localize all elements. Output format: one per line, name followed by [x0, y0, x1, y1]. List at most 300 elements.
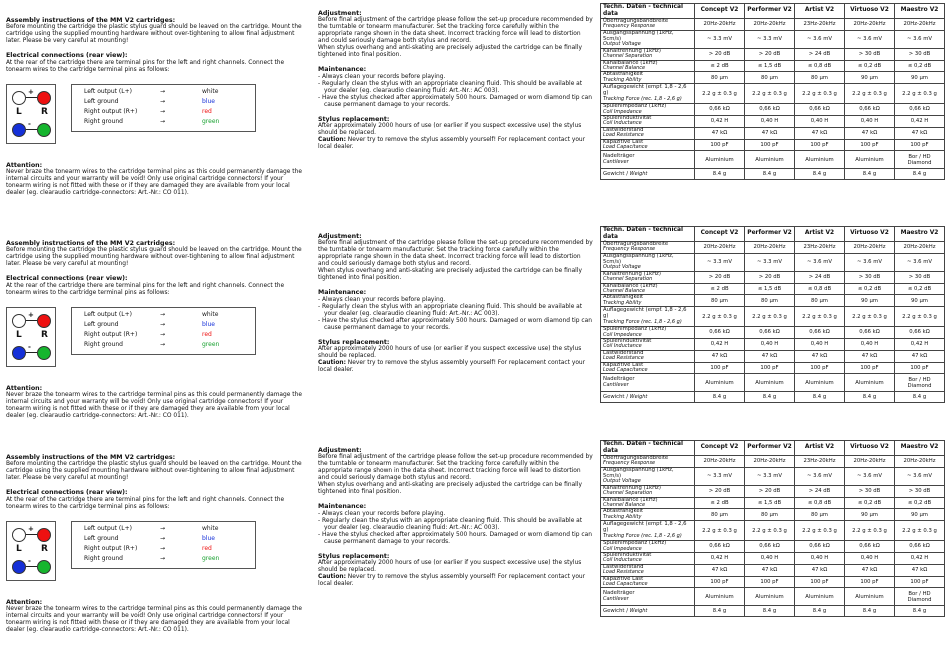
connector-line [26, 129, 37, 130]
table-cell: 2.2 g ± 0.3 g [745, 84, 795, 104]
table-cell: 90 µm [845, 509, 895, 521]
table-cell: 20Hz-20kHz [695, 18, 745, 30]
table-row [601, 30, 945, 48]
maintenance-list [318, 74, 593, 109]
electrical-text: At the rear of the cartridge there are terminal pins for the left and right channels. Connect the tonearm wires to the cartridge terminal pins as follows: [6, 59, 285, 73]
spec-label-en: Weight [629, 393, 648, 400]
table-cell: 47 kΩ [895, 350, 945, 362]
connection-row [84, 118, 255, 128]
instruction-sheet [0, 226, 950, 439]
table-cell: ~ 3.6 mV [895, 467, 945, 485]
tech-data-column [600, 440, 944, 617]
caution-label: Caution: [318, 573, 346, 580]
spec-label-cell [601, 521, 695, 541]
arrow-icon: → [160, 544, 166, 552]
table-cell: > 30 dB [895, 271, 945, 283]
pin-left-output [12, 91, 26, 105]
table-cell: ≤ 0,2 dB [845, 497, 895, 509]
arrow-icon: → [160, 310, 166, 318]
assembly-title: Assembly instructions of the MM V2 cartridges: [6, 240, 176, 247]
adjustment-text: Before final adjustment of the cartridge please follow the set-up procedure recommended by the turntable or tonearm manufacturer. Set the tracking force carefully within the appropriate range shown in the data sheet. Incorrect tracking force will lead to distortion and could seriously damage both stylus and record. [318, 454, 593, 482]
adjustment-text-2: When stylus overhang and anti-skating are precisely adjusted the cartridge can be finally tightened into final position. [318, 45, 582, 59]
table-cell: 8.4 g [845, 606, 895, 617]
spec-label-en: Load Resistance [603, 569, 644, 576]
assembly-text: Before mounting the cartridge the plastic stylus guard should be leaved on the cartridge. Mount the cartridge using the supplied mounting hardware without over-tightening to allow final adjustment later. Please be very careful at mounting! [6, 461, 302, 482]
table-cell: 80 µm [795, 509, 845, 521]
column-header: Virtuoso V2 [845, 4, 895, 19]
tech-data-column [600, 3, 944, 180]
spec-label-de: Abtastfähigkeit [603, 71, 644, 78]
electrical-title: Electrical connections (rear view): [6, 489, 128, 497]
pin-left-output [12, 528, 26, 542]
spec-label-en: Coil Inductance [603, 120, 642, 127]
column-header: Concept V2 [695, 4, 745, 19]
adjustment-text: Before final adjustment of the cartridge please follow the set-up procedure recommended by the turntable or tonearm manufacturer. Set the tracking force carefully within the appropriate range shown in the data sheet. Incorrect tracking force will lead to distortion and could seriously damage both stylus and record. [318, 240, 593, 268]
terminal-pin-diagram [6, 84, 56, 144]
adjustment-title: Adjustment: [318, 10, 362, 17]
spec-label-cell [601, 139, 695, 151]
connection-label: Right ground [84, 117, 123, 125]
spec-label-cell [601, 485, 695, 497]
spec-label-de: Übertragungsbandbreite [603, 240, 669, 247]
electrical-title: Electrical connections (rear view): [6, 52, 128, 60]
connection-section [6, 521, 306, 581]
table-row [601, 271, 945, 283]
arrow-icon: → [160, 554, 166, 562]
table-cell: > 24 dB [795, 48, 845, 60]
spec-label-de: Gewicht / [603, 393, 630, 400]
table-cell: 8.4 g [745, 606, 795, 617]
spec-label-en: Load Capacitance [603, 144, 648, 151]
spec-label-en: Tracking Ability [603, 513, 642, 520]
table-cell: 0,66 kΩ [745, 327, 795, 339]
table-cell: 0,66 kΩ [695, 327, 745, 339]
spec-label-de: Spuleninduktivität [603, 551, 652, 558]
table-cell: 2.2 g ± 0.3 g [895, 307, 945, 327]
spec-label-de: Übertragungsbandbreite [603, 17, 669, 24]
spec-label-de: Kanalbalance (1kHz) [603, 59, 658, 66]
table-header-row [601, 441, 945, 456]
table-cell: ≤ 0,2 dB [895, 497, 945, 509]
connection-row [84, 88, 255, 98]
spec-label-cell [601, 509, 695, 521]
column-header: Performer V2 [745, 4, 795, 19]
spec-label-en: Frequency Response [603, 246, 656, 253]
connection-row [84, 555, 255, 565]
spec-label-cell [601, 362, 695, 374]
spec-label-de: Lastwiderstand [603, 126, 644, 133]
table-cell: ~ 3.6 mV [895, 30, 945, 48]
table-cell: ~ 3.6 mV [845, 30, 895, 48]
table-cell: ≤ 0,8 dB [795, 497, 845, 509]
spec-label-cell [601, 497, 695, 509]
table-cell: 23Hz-20kHz [795, 18, 845, 30]
table-row [601, 485, 945, 497]
minus-symbol: - [28, 119, 31, 128]
table-cell: 20Hz-20kHz [745, 18, 795, 30]
list-item: - Regularly clean the stylus with an appropriate cleaning fluid. This should be available at your dealer (eg. clearaudio cleaning fluid: Art.-Nr.: AC 003). [318, 304, 593, 318]
caution-label: Caution: [318, 136, 346, 143]
connection-table [71, 307, 256, 355]
table-cell: Bor / HD Diamond [895, 374, 945, 392]
table-cell: 80 µm [745, 295, 795, 307]
table-cell: 47 kΩ [845, 127, 895, 139]
table-cell: 0,66 kΩ [745, 104, 795, 116]
table-cell: 2.2 g ± 0.3 g [845, 84, 895, 104]
table-cell: 8.4 g [795, 606, 845, 617]
replacement-text: After approximately 2000 hours of use (or earlier if you suspect excessive use) the stylus should be replaced. [318, 559, 582, 573]
table-cell: 90 µm [895, 72, 945, 84]
table-cell: 0,40 H [845, 338, 895, 350]
table-cell: 100 pF [895, 576, 945, 588]
table-cell: 2.2 g ± 0.3 g [745, 307, 795, 327]
table-cell: 0,40 H [795, 338, 845, 350]
table-cell: > 24 dB [795, 271, 845, 283]
attention-title: Attention: [6, 384, 43, 392]
connection-label: Right ground [84, 554, 123, 562]
connection-label: Left output (L+) [84, 524, 132, 532]
table-cell: 47 kΩ [745, 564, 795, 576]
table-row [601, 576, 945, 588]
column-header: Virtuoso V2 [845, 227, 895, 242]
connection-label: Right output (R+) [84, 330, 138, 338]
table-cell: Aluminium [795, 374, 845, 392]
spec-label-cell [601, 541, 695, 553]
table-row [601, 509, 945, 521]
table-cell: 47 kΩ [745, 127, 795, 139]
table-cell: 0,66 kΩ [895, 104, 945, 116]
table-cell: > 20 dB [745, 485, 795, 497]
spec-label-cell [601, 127, 695, 139]
table-cell: 47 kΩ [695, 564, 745, 576]
table-row [601, 72, 945, 84]
spec-label-de: Nadelträger [603, 153, 635, 160]
wire-color: red [202, 107, 212, 115]
spec-label-de: Auflagegewicht (empf. 1,8 - 2,6 g) [603, 521, 687, 533]
replacement-title: Stylus replacement: [318, 552, 390, 560]
arrow-icon: → [160, 534, 166, 542]
table-cell: > 20 dB [745, 48, 795, 60]
table-cell: 100 pF [695, 139, 745, 151]
spec-label-en: Channel Separation [603, 276, 653, 283]
table-cell: ~ 3.3 mV [695, 467, 745, 485]
table-row [601, 521, 945, 541]
table-cell: 2.2 g ± 0.3 g [695, 84, 745, 104]
table-row [601, 588, 945, 606]
caution-text: Never try to remove the stylus assembly yourself! For replacement contact your local dealer. [318, 359, 586, 373]
table-cell: 0,66 kΩ [845, 104, 895, 116]
spec-label-cell [601, 60, 695, 72]
table-cell: 47 kΩ [895, 127, 945, 139]
table-cell: Aluminium [845, 588, 895, 606]
table-cell: 8.4 g [895, 169, 945, 180]
list-item: - Have the stylus checked after approximately 500 hours. Damaged or worn diamond tip can cause permanent damage to your records. [318, 318, 593, 332]
replacement-text: After approximately 2000 hours of use (or earlier if you suspect excessive use) the stylus should be replaced. [318, 345, 582, 359]
table-cell: 80 µm [695, 509, 745, 521]
spec-label-cell [601, 115, 695, 127]
spec-label-en: Coil Impedance [603, 545, 642, 552]
table-cell: 20Hz-20kHz [695, 241, 745, 253]
spec-label-de: Kanaltrennung (1kHz) [603, 484, 661, 491]
table-cell: 0,66 kΩ [845, 541, 895, 553]
spec-label-de: Auflagegewicht (empf. 1,8 - 2,6 g) [603, 307, 687, 319]
spec-label-de: Ausgangsspannung (1kHz, 5cm/s) [603, 467, 674, 479]
table-cell: Bor / HD Diamond [895, 151, 945, 169]
table-cell: 0,40 H [745, 338, 795, 350]
spec-label-en: Frequency Response [603, 23, 656, 30]
wire-color: white [202, 524, 219, 532]
spec-label-cell [601, 455, 695, 467]
pin-right-output [37, 528, 51, 542]
spec-label-de: Lastwiderstand [603, 349, 644, 356]
table-cell: ≤ 0,8 dB [795, 60, 845, 72]
spec-label-cell [601, 18, 695, 30]
table-cell: 80 µm [695, 72, 745, 84]
assembly-text: Before mounting the cartridge the plastic stylus guard should be leaved on the cartridge. Mount the cartridge using the supplied mounting hardware without over-tightening to allow final adjustment later. Please be very careful at mounting! [6, 24, 302, 45]
table-cell: 8.4 g [695, 169, 745, 180]
table-cell: > 20 dB [695, 48, 745, 60]
spec-label-de: Kanalbalance (1kHz) [603, 282, 658, 289]
spec-label-de: Kapazitive Last [603, 361, 644, 368]
table-cell: ≤ 2 dB [695, 497, 745, 509]
spec-label-cell [601, 72, 695, 84]
table-cell: 0,66 kΩ [795, 104, 845, 116]
table-cell: 20Hz-20kHz [895, 18, 945, 30]
table-cell: 100 pF [795, 139, 845, 151]
table-cell: 8.4 g [745, 169, 795, 180]
table-cell: 47 kΩ [845, 350, 895, 362]
table-row [601, 48, 945, 60]
table-cell: Aluminium [695, 374, 745, 392]
table-cell: 20Hz-20kHz [845, 241, 895, 253]
table-cell: 100 pF [695, 362, 745, 374]
table-cell: 8.4 g [845, 392, 895, 403]
column-header: Techn. Daten - technical data [601, 227, 695, 242]
table-row [601, 84, 945, 104]
column-header: Concept V2 [695, 227, 745, 242]
table-cell: 20Hz-20kHz [845, 18, 895, 30]
wire-color: white [202, 310, 219, 318]
spec-label-cell [601, 327, 695, 339]
table-cell: 100 pF [845, 139, 895, 151]
connection-section [6, 307, 306, 367]
table-cell: 20Hz-20kHz [695, 455, 745, 467]
arrow-icon: → [160, 87, 166, 95]
spec-label-cell [601, 467, 695, 485]
table-cell: ≤ 1,5 dB [745, 283, 795, 295]
instruction-sheet [0, 440, 950, 653]
table-cell: 90 µm [895, 295, 945, 307]
list-item: - Have the stylus checked after approximately 500 hours. Damaged or worn diamond tip can cause permanent damage to your records. [318, 95, 593, 109]
connection-row [84, 341, 255, 351]
spec-label-cell [601, 374, 695, 392]
spec-label-en: Tracking Force (rec. 1,8 - 2,6 g) [603, 532, 682, 539]
table-row [601, 606, 945, 617]
spec-label-cell [601, 588, 695, 606]
table-cell: 80 µm [745, 72, 795, 84]
table-cell: 2.2 g ± 0.3 g [795, 84, 845, 104]
spec-label-en: Channel Separation [603, 53, 653, 60]
spec-label-cell [601, 30, 695, 48]
table-cell: 8.4 g [895, 606, 945, 617]
spec-label-cell [601, 307, 695, 327]
table-cell: 47 kΩ [795, 127, 845, 139]
column-header: Artist V2 [795, 227, 845, 242]
table-row [601, 564, 945, 576]
adjustment-text: Before final adjustment of the cartridge please follow the set-up procedure recommended by the turntable or tonearm manufacturer. Set the tracking force carefully within the appropriate range shown in the data sheet. Incorrect tracking force will lead to distortion and could seriously damage both stylus and record. [318, 17, 593, 45]
spec-label-en: Coil Inductance [603, 343, 642, 350]
table-cell: ~ 3.3 mV [745, 467, 795, 485]
column-header: Maestro V2 [895, 441, 945, 456]
wire-color: blue [202, 534, 215, 542]
spec-label-cell [601, 271, 695, 283]
table-row [601, 115, 945, 127]
spec-label-de: Auflagegewicht (empf. 1,8 - 2,6 g) [603, 84, 687, 96]
maintenance-title: Maintenance: [318, 503, 367, 511]
spec-label-cell [601, 552, 695, 564]
maintenance-title: Maintenance: [318, 289, 367, 297]
wire-color: blue [202, 320, 215, 328]
table-cell: ≤ 2 dB [695, 283, 745, 295]
spec-label-en: Output Voltage [603, 478, 641, 485]
spec-label-en: Tracking Ability [603, 299, 642, 306]
adjustment-text-2: When stylus overhang and anti-skating are precisely adjusted the cartridge can be finally tightened into final position. [318, 482, 582, 496]
column-header: Artist V2 [795, 441, 845, 456]
table-cell: 47 kΩ [845, 564, 895, 576]
wire-color: green [202, 117, 220, 125]
table-cell: ≤ 0,2 dB [895, 60, 945, 72]
table-cell: 0,40 H [845, 552, 895, 564]
spec-label-de: Spuleninduktivität [603, 114, 652, 121]
spec-label-en: Tracking Force (rec. 1,8 - 2,6 g) [603, 318, 682, 325]
spec-label-de: Spulenimpedanz (1kHz) [603, 326, 667, 333]
connector-line [26, 534, 37, 535]
table-row [601, 169, 945, 180]
table-row [601, 350, 945, 362]
spec-label-en: Coil Impedance [603, 108, 642, 115]
table-cell: 0,42 H [695, 552, 745, 564]
table-cell: ~ 3.3 mV [745, 253, 795, 271]
left-channel-label: L [16, 106, 22, 117]
spec-label-de: Ausgangsspannung (1kHz, 5cm/s) [603, 30, 674, 42]
table-row [601, 392, 945, 403]
maintenance-list [318, 511, 593, 546]
spec-label-cell [601, 576, 695, 588]
table-cell: 0,42 H [695, 115, 745, 127]
care-column [318, 233, 593, 374]
table-cell: 0,42 H [895, 552, 945, 564]
table-cell: Aluminium [795, 588, 845, 606]
wire-color: white [202, 87, 219, 95]
list-item: - Always clean your records before playing. [318, 74, 593, 81]
table-cell: ≤ 0,2 dB [845, 60, 895, 72]
adjustment-title: Adjustment: [318, 447, 362, 454]
tech-data-table [600, 3, 945, 180]
connection-row [84, 311, 255, 321]
table-cell: 2.2 g ± 0.3 g [745, 521, 795, 541]
attention-text: Never braze the tonearm wires to the cartridge terminal pins as this could permanently damage the internal circuits and your warranty will be void! Only use original cartridge connectors! If your tonearm wiring is not fitted with these or if they are damaged they are available from your local dealer (eg. clearaudio cartridge-connectors: Art.-Nr.: CO 011). [6, 392, 302, 420]
table-cell: 2.2 g ± 0.3 g [895, 521, 945, 541]
spec-label-cell [601, 84, 695, 104]
spec-label-en: Cantilever [603, 381, 629, 388]
table-cell: ≤ 0,8 dB [795, 283, 845, 295]
table-cell: ~ 3.3 mV [695, 30, 745, 48]
assembly-title: Assembly instructions of the MM V2 cartridges: [6, 454, 176, 461]
replacement-title: Stylus replacement: [318, 338, 390, 346]
spec-label-en: Output Voltage [603, 41, 641, 48]
wire-color: red [202, 544, 212, 552]
table-cell: ≤ 0,2 dB [895, 283, 945, 295]
left-channel-label: L [16, 543, 22, 554]
wire-color: red [202, 330, 212, 338]
table-cell: ~ 3.6 mV [795, 467, 845, 485]
spec-label-cell [601, 104, 695, 116]
table-cell: 8.4 g [895, 392, 945, 403]
table-cell: 0,66 kΩ [695, 541, 745, 553]
table-cell: 8.4 g [795, 169, 845, 180]
wire-color: green [202, 554, 220, 562]
spec-label-de: Kanaltrennung (1kHz) [603, 270, 661, 277]
spec-label-en: Frequency Response [603, 460, 656, 467]
table-cell: 2.2 g ± 0.3 g [895, 84, 945, 104]
table-cell: 0,40 H [795, 552, 845, 564]
pin-right-ground [37, 346, 51, 360]
table-cell: Aluminium [795, 151, 845, 169]
pin-left-ground [12, 346, 26, 360]
table-cell: 0,42 H [895, 338, 945, 350]
wire-color: green [202, 340, 220, 348]
table-cell: > 30 dB [845, 485, 895, 497]
table-cell: > 20 dB [695, 271, 745, 283]
table-cell: 0,40 H [745, 115, 795, 127]
table-cell: 0,66 kΩ [745, 541, 795, 553]
pin-right-ground [37, 560, 51, 574]
connection-table [71, 84, 256, 132]
spec-label-cell [601, 338, 695, 350]
table-cell: ~ 3.6 mV [795, 30, 845, 48]
spec-label-en: Coil Impedance [603, 331, 642, 338]
table-cell: ~ 3.6 mV [845, 253, 895, 271]
table-cell: 20Hz-20kHz [895, 241, 945, 253]
table-cell: Bor / HD Diamond [895, 588, 945, 606]
table-cell: Aluminium [845, 151, 895, 169]
maintenance-title: Maintenance: [318, 66, 367, 74]
caution-text: Never try to remove the stylus assembly yourself! For replacement contact your local dealer. [318, 136, 586, 150]
table-cell: Aluminium [695, 151, 745, 169]
spec-label-cell [601, 241, 695, 253]
table-cell: 0,42 H [695, 338, 745, 350]
plus-symbol: + [28, 87, 34, 96]
table-cell: 20Hz-20kHz [745, 455, 795, 467]
table-cell: 0,40 H [745, 552, 795, 564]
spec-label-en: Tracking Force (rec. 1,8 - 2,6 g) [603, 95, 682, 102]
care-column [318, 447, 593, 588]
spec-label-de: Nadelträger [603, 376, 635, 383]
tech-data-column [600, 226, 944, 403]
electrical-title: Electrical connections (rear view): [6, 275, 128, 283]
spec-label-en: Channel Separation [603, 490, 653, 497]
arrow-icon: → [160, 117, 166, 125]
table-cell: ≤ 1,5 dB [745, 60, 795, 72]
list-item: - Always clean your records before playing. [318, 511, 593, 518]
table-cell: ~ 3.3 mV [695, 253, 745, 271]
table-cell: 0,66 kΩ [795, 541, 845, 553]
table-row [601, 104, 945, 116]
connection-row [84, 98, 255, 108]
terminal-pin-diagram [6, 521, 56, 581]
spec-label-de: Lastwiderstand [603, 563, 644, 570]
connection-label: Left ground [84, 534, 119, 542]
